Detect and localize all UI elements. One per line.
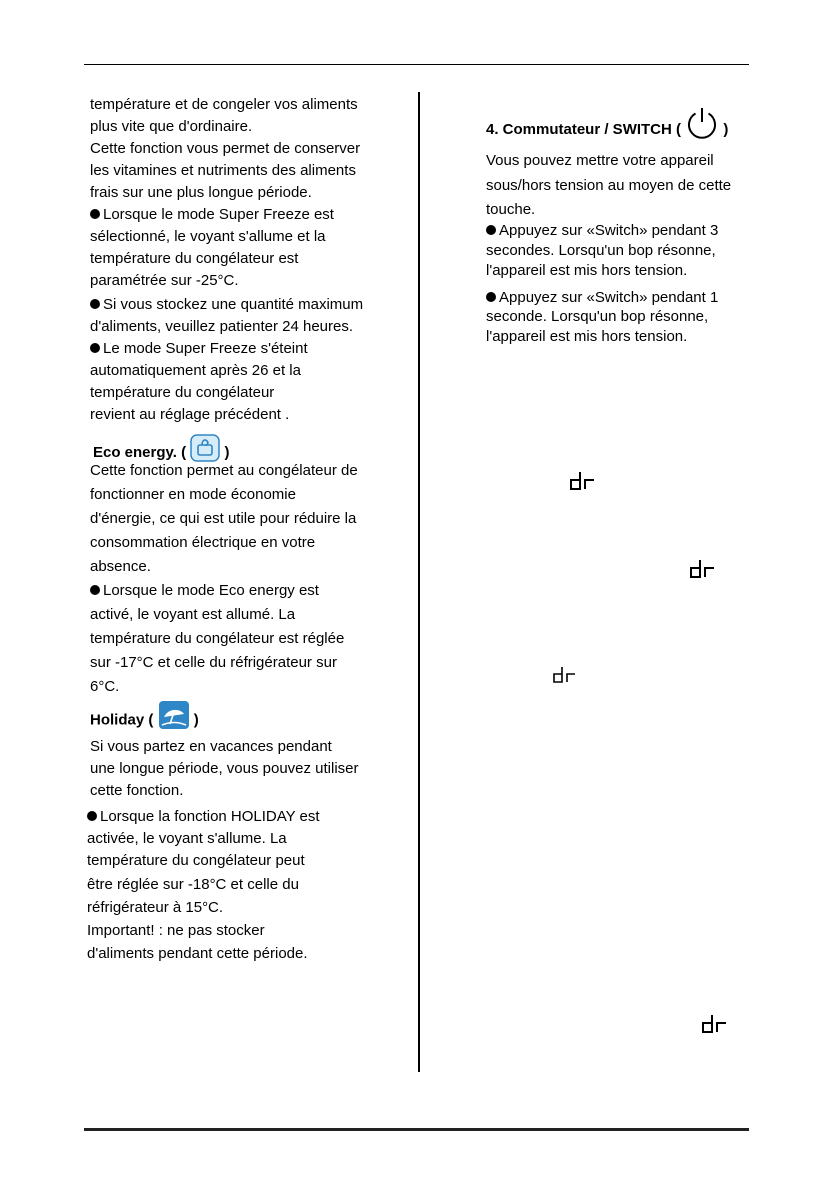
eco-energy-heading: Eco energy. ( ) bbox=[93, 434, 229, 472]
text-line: Si vous partez en vacances pendant bbox=[90, 738, 332, 755]
text-line: température du congélateur est réglée bbox=[90, 630, 345, 647]
footer-rule bbox=[84, 1128, 749, 1131]
text-line: sélectionné, le voyant s'allume et la bbox=[90, 228, 326, 245]
bullet-line: Appuyez sur «Switch» pendant 1 bbox=[486, 287, 718, 309]
text-line: Important! : ne pas stocker bbox=[87, 922, 265, 939]
display-readout-dr bbox=[568, 470, 598, 497]
bullet-icon bbox=[486, 225, 496, 235]
bullet-line: Appuyez sur «Switch» pendant 3 bbox=[486, 220, 718, 242]
display-readout-dr bbox=[552, 665, 578, 690]
display-readout-dr bbox=[700, 1013, 730, 1040]
text-line: l'appareil est mis hors tension. bbox=[486, 262, 688, 279]
holiday-heading: Holiday ( ) bbox=[90, 700, 199, 741]
text-line: 6°C. bbox=[90, 678, 120, 695]
text-line: cette fonction. bbox=[90, 782, 184, 799]
bullet-line: Le mode Super Freeze s'éteint bbox=[90, 338, 308, 360]
bullet-icon bbox=[90, 209, 100, 219]
text-line: automatiquement après 26 et la bbox=[90, 362, 301, 379]
bullet-icon bbox=[90, 585, 100, 595]
text-line: Vous pouvez mettre votre appareil bbox=[486, 152, 714, 169]
text-line: Cette fonction permet au congélateur de bbox=[90, 462, 358, 479]
text-line: température du congélateur est bbox=[90, 250, 299, 267]
bullet-icon bbox=[90, 299, 100, 309]
text-line: secondes. Lorsqu'un bop résonne, bbox=[486, 242, 716, 259]
bullet-icon bbox=[486, 292, 496, 302]
text-line: sur -17°C et celle du réfrigérateur sur bbox=[90, 654, 337, 671]
text-line: plus vite que d'ordinaire. bbox=[90, 118, 253, 135]
bullet-icon bbox=[87, 811, 97, 821]
text-line: seconde. Lorsqu'un bop résonne, bbox=[486, 308, 709, 325]
text-line: les vitamines et nutriments des aliments bbox=[90, 162, 356, 179]
text-line: revient au réglage précédent . bbox=[90, 406, 290, 423]
switch-heading: 4. Commutateur / SWITCH ( ) bbox=[486, 106, 728, 154]
header-rule bbox=[84, 64, 749, 65]
text-line: activée, le voyant s'allume. La bbox=[87, 830, 287, 847]
text-line: l'appareil est mis hors tension. bbox=[486, 328, 688, 345]
text-line: température et de congeler vos aliments bbox=[90, 96, 358, 113]
text-line: absence. bbox=[90, 558, 151, 575]
text-line: réfrigérateur à 15°C. bbox=[87, 899, 224, 916]
bullet-icon bbox=[90, 343, 100, 353]
bullet-line: Lorsque le mode Super Freeze est bbox=[90, 204, 334, 226]
text-line: d'énergie, ce qui est utile pour réduire la bbox=[90, 510, 357, 527]
bullet-line: Si vous stockez une quantité maximum bbox=[90, 294, 363, 316]
text-line: consommation électrique en votre bbox=[90, 534, 316, 551]
holiday-icon bbox=[158, 700, 190, 741]
text-line: Cette fonction vous permet de conserver bbox=[90, 140, 361, 157]
text-line: activé, le voyant est allumé. La bbox=[90, 606, 296, 623]
text-line: température du congélateur bbox=[90, 384, 275, 401]
text-line: sous/hors tension au moyen de cette bbox=[486, 177, 732, 194]
text-line: frais sur une plus longue période. bbox=[90, 184, 312, 201]
text-line: fonctionner en mode économie bbox=[90, 486, 296, 503]
text-line: d'aliments pendant cette période. bbox=[87, 945, 308, 962]
text-line: une longue période, vous pouvez utiliser bbox=[90, 760, 359, 777]
text-line: température du congélateur peut bbox=[87, 852, 305, 869]
power-icon bbox=[685, 106, 719, 154]
text-line: être réglée sur -18°C et celle du bbox=[87, 876, 299, 893]
text-line: paramétrée sur -25°C. bbox=[90, 272, 239, 289]
bullet-line: Lorsque la fonction HOLIDAY est bbox=[87, 806, 320, 828]
bullet-line: Lorsque le mode Eco energy est bbox=[90, 580, 319, 602]
text-line: d'aliments, veuillez patienter 24 heures. bbox=[90, 318, 354, 335]
column-divider bbox=[418, 92, 420, 1072]
text-line: touche. bbox=[486, 201, 536, 218]
display-readout-dr bbox=[688, 558, 718, 585]
